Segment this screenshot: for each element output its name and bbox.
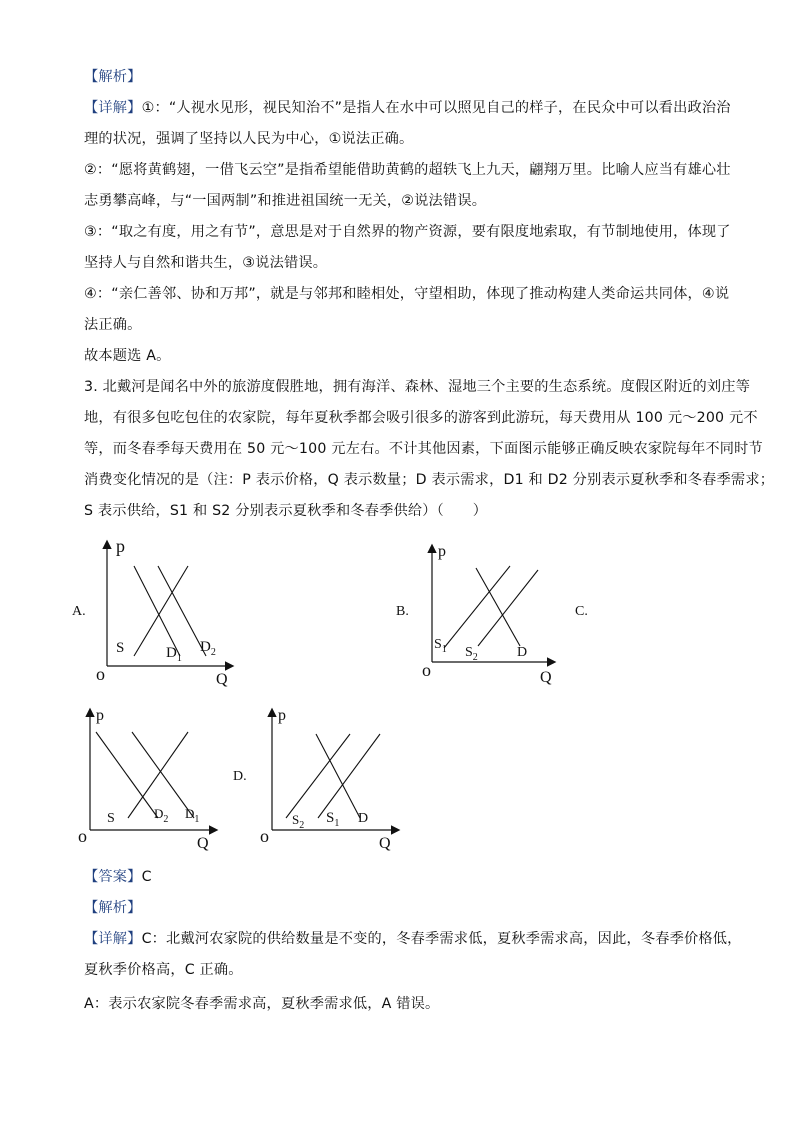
detail-line-7: ④：“亲仁善邻、协和万邦”，就是与邻邦和睦相处，守望相助，体现了推动构建人类命运共同体，④说: [84, 286, 730, 302]
supply-curve-s1: [444, 566, 510, 648]
d2-label: $D_2$: [200, 639, 216, 658]
analysis-label-2: 【解析】: [84, 900, 142, 916]
demand-curve-d1: [134, 566, 180, 656]
answer-line: [84, 867, 724, 887]
origin-label: o: [96, 664, 105, 684]
demand-curve-d2: [158, 566, 206, 656]
y-axis-label: p: [116, 536, 125, 556]
origin-label: o: [422, 660, 431, 680]
y-axis-label: p: [438, 543, 446, 560]
detail-line-8: 法正确。: [84, 317, 142, 333]
s2-label: $S_2$: [292, 812, 305, 831]
answer-value: C: [141, 869, 152, 885]
detail-line-1: 【详解】①：“人视水见形，视民知治不”是指人在水中可以照见自己的样子，在民众中可以看出政治治: [84, 100, 731, 116]
detail-line-5: ③：“取之有度，用之有节”，意思是对于自然界的物产资源，要有限度地索取，有节制地使用，体现了: [84, 224, 731, 240]
origin-label: o: [260, 826, 269, 846]
supply-curve-s2: [286, 734, 350, 818]
supply-curve-s1: [318, 734, 380, 818]
answer-label: 【答案】: [84, 869, 142, 885]
question-line-4: 消费变化情况的是（注：P 表示价格，Q 表示数量；D 表示需求，D1 和 D2 分别表示夏秋季和冬春季需求；: [84, 472, 775, 488]
s2-label: $S_2$: [465, 645, 478, 663]
conclusion-line: 故本题选 A。: [84, 348, 171, 364]
graph-option-a: [90, 532, 250, 692]
graph-option-b: [418, 536, 578, 686]
y-axis-label: p: [278, 707, 286, 724]
detail-line-2: 理的状况，强调了坚持以人民为中心，①说法正确。: [84, 131, 414, 147]
x-axis-label: Q: [540, 669, 552, 686]
graph-option-d: [258, 702, 408, 857]
demand-curve-d2: [96, 732, 158, 818]
d-label: D: [358, 811, 369, 826]
d1-label: $D_1$: [185, 806, 200, 825]
detail2-line-2: 夏秋季价格高，C 正确。: [84, 962, 243, 978]
detail2-line-3: A：表示农家院冬春季需求高，夏秋季需求低，A 错误。: [84, 996, 440, 1012]
question-line-3: 等，而冬春季每天费用在 50 元～100 元左右。不计其他因素，下面图示能够正确反映农家院每年不同时节: [84, 441, 763, 457]
d1-label: $D_1$: [166, 645, 182, 664]
analysis-label: 【解析】: [84, 69, 142, 85]
x-axis-label: Q: [379, 835, 391, 852]
s-label: S: [107, 811, 115, 826]
demand-curve-d: [316, 734, 360, 818]
supply-curve-s2: [478, 570, 538, 646]
option-b-label: B.: [396, 604, 409, 619]
d-label: D: [517, 645, 528, 660]
detail-line-6: 坚持人与自然和谐共生，③说法错误。: [84, 255, 328, 271]
question-line-2: 地，有很多包吃包住的农家院，每年夏秋季都会吸引很多的游客到此游玩，每天费用从 100 元～200 元不: [84, 410, 758, 426]
origin-label: o: [78, 826, 87, 846]
question-line-5: S 表示供给，S1 和 S2 分别表示夏秋季和冬春季供给）（ ）: [84, 503, 488, 519]
graph-option-c: [76, 702, 226, 857]
option-c-label: C.: [575, 604, 588, 619]
x-axis-label: Q: [216, 671, 228, 688]
supply-curve-s: [134, 566, 188, 656]
detail2-label: 【详解】: [84, 931, 142, 947]
s1-label: $S_1$: [434, 637, 447, 655]
option-d-label: D.: [233, 769, 247, 784]
detail-label: 【详解】: [84, 100, 142, 116]
option-a-label: A.: [72, 604, 86, 619]
detail-line-3: ②：“愿将黄鹤翅，一借飞云空”是指希望能借助黄鹤的超轶飞上九天，翩翔万里。比喻人应当有雄心壮: [84, 162, 731, 178]
d2-label: $D_2$: [154, 806, 169, 825]
y-axis-label: p: [96, 707, 104, 724]
demand-curve-d: [476, 568, 520, 646]
s1-label: $S_1$: [326, 810, 340, 829]
x-axis-label: Q: [197, 835, 209, 852]
question-line-1: 3. 北戴河是闻名中外的旅游度假胜地，拥有海洋、森林、湿地三个主要的生态系统。度假区附近的刘庄等: [84, 379, 751, 395]
detail2-line-1: 【详解】C：北戴河农家院的供给数量是不变的，冬春季需求低，夏秋季需求高，因此，冬春季价格低，: [84, 931, 742, 947]
s-label: S: [116, 640, 125, 656]
detail-line-4: 志勇攀高峰，与“一国两制”和推进祖国统一无关，②说法错误。: [84, 193, 487, 209]
